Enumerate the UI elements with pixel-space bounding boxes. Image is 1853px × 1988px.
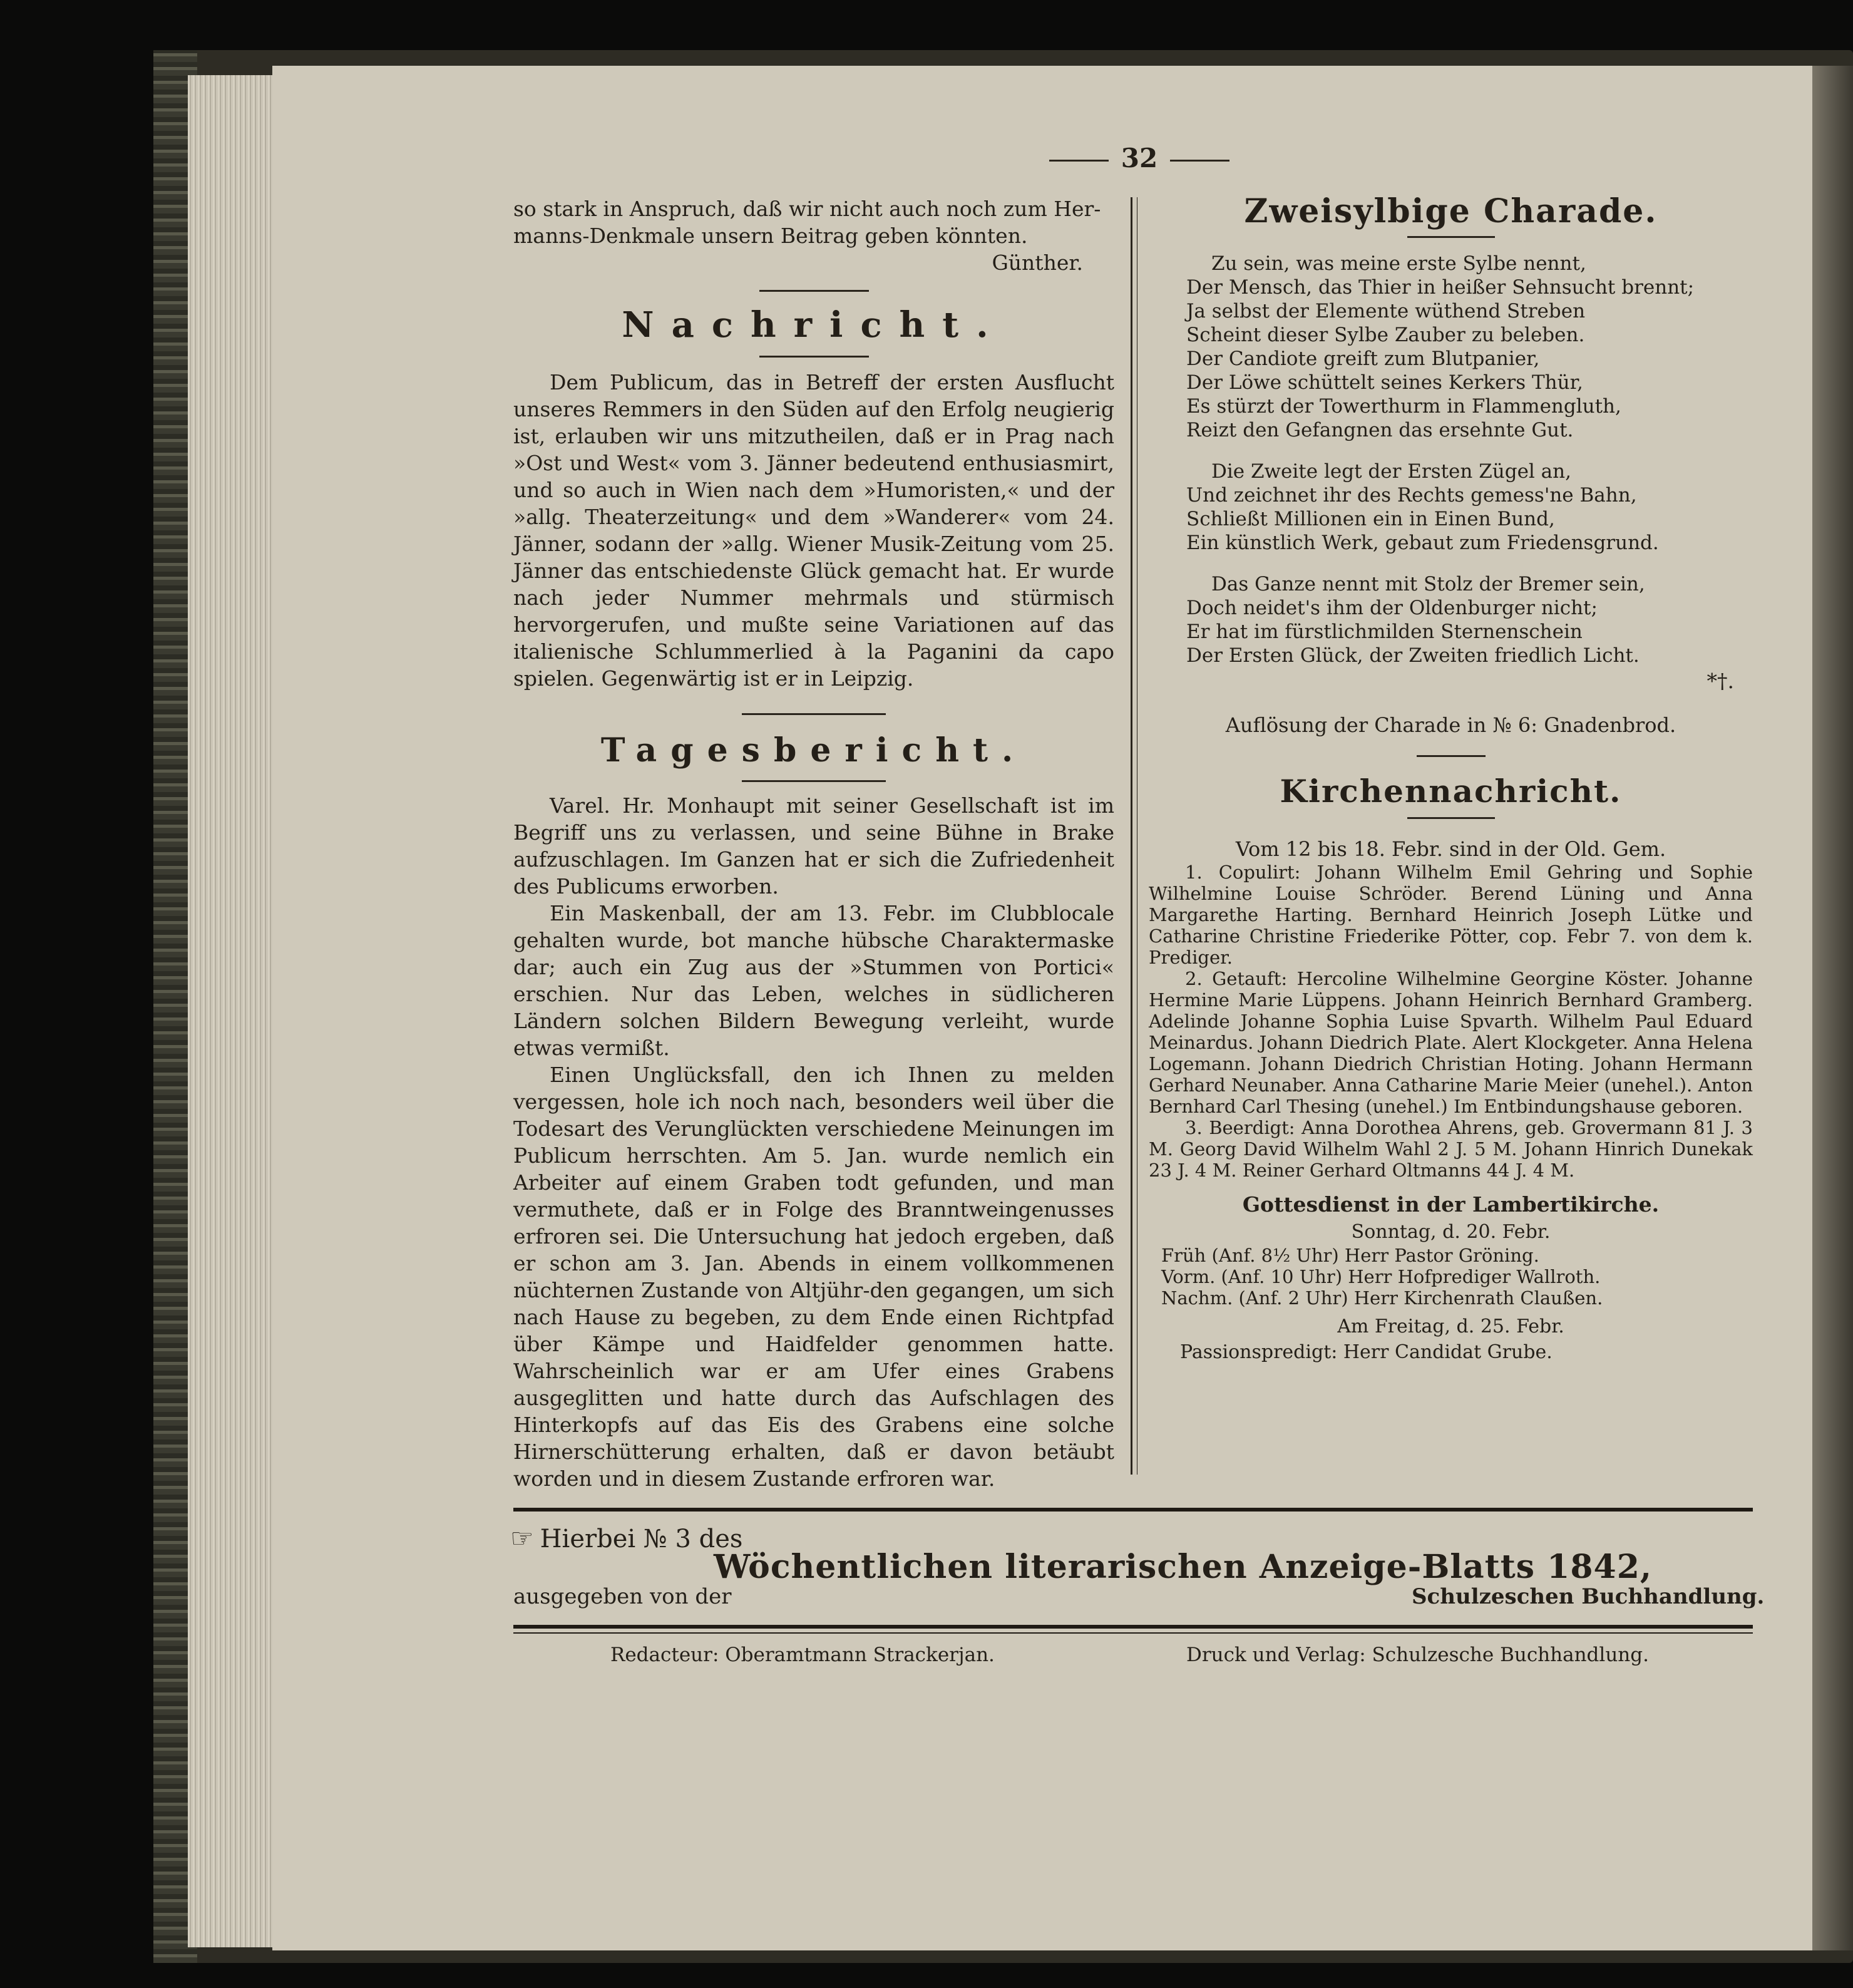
charade-solution: Auflösung der Charade in № 6: Gnadenbrod. — [1225, 713, 1676, 737]
poem-line: Der Ersten Glück, der Zweiten friedlich Licht. — [1186, 644, 1640, 667]
nachricht-heading: Nachricht. — [622, 304, 1006, 346]
footer-top-rule-thin — [513, 1632, 1753, 1634]
right-column — [1149, 191, 1753, 1365]
left-column — [513, 195, 1114, 1492]
kirchen-date-range: Vom 12 bis 18. Febr. sind in der Old. Gem. — [1235, 837, 1666, 861]
poem-line: Doch neidet's ihm der Oldenburger nicht; — [1186, 597, 1598, 619]
poem-line: Das Ganze nennt mit Stolz der Bremer sein, — [1211, 573, 1645, 595]
tagesbericht-paragraph: Einen Unglücksfall, den ich Ihnen zu melden vergessen, hole ich noch nach, besonders weil über die Todesart des Verunglückten verschiedene Meinungen im Publicum herrschten. Am 5. Jan. wurde nemlich ein Arbeiter auf einem Graben todt gefunden, und man vermuthete, daß er in Folge des Branntweingenusses erfroren sei. Die Untersuchung hat jedoch ergeben, daß er schon am 3. Jan. Abends in einem vollkommenen nüchternen Zustande von Altjühr-den gegangen, um sich nach Hause zu begeben, zu dem Ende einen Richtpfad über Kämpe und Haidfelder genommen hatte. Wahrscheinlich war er am Ufer eines Grabens ausgeglitten und hatte durch das Aufschlagen des Hinterkopfs auf das Eis des Grabens eine solche Hirnerschütterung erhalten, daß er davon betäubt worden und in diesem Zustande erfroren war. — [513, 1063, 1114, 1491]
supplement-issued-by: ausgegeben von der — [513, 1584, 732, 1609]
poem-line: Es stürzt der Towerthurm in Flammengluth, — [1186, 395, 1621, 418]
charade-stanza-3 — [1149, 572, 1753, 667]
tagesbericht-paragraph: Ein Maskenball, der am 13. Febr. im Clubblocale gehalten wurde, bot manche hübsche Charaktermaske dar; auch ein Zug aus der »Stummen von Portici« erschien. Nur das Leben, welches in südlicheren Ländern solchen Bildern Bewegung verleiht, wurde etwas vermißt. — [513, 901, 1114, 1060]
tagesbericht-heading: Tagesbericht. — [600, 731, 1027, 770]
page-number: 32 — [1020, 143, 1258, 173]
service-line: Vorm. (Anf. 10 Uhr) Herr Hofprediger Wallroth. — [1161, 1266, 1601, 1287]
poem-line: Der Mensch, das Thier in heißer Sehnsucht brennt; — [1186, 276, 1695, 299]
supplement-publisher: Schulzeschen Buchhandlung. — [1412, 1584, 1765, 1609]
signature: Günther. — [992, 250, 1083, 275]
service-line: Früh (Anf. 8½ Uhr) Herr Pastor Gröning. — [1161, 1245, 1539, 1266]
kirchen-getauft: 2. Getauft: Hercoline Wilhelmine Georgine Köster. Johanne Hermine Marie Lüppens. Johann Heinrich Bernhard Gramberg. Adelinde Johanne Sophia Luise Spvarth. Wilhelm Paul Eduard Meinardus. Johann Diedrich Plate. Alert Klockgeter. Anna Helena Logemann. Johann Diedrich Christian Hoting. Johann Hermann Gerhard Neunaber. Anna Catharine Marie Meier (unehel.). Anton Bernhard Carl Thesing (unehel.) Im Entbindungshause geboren. — [1149, 968, 1753, 1117]
service-line: Nachm. (Anf. 2 Uhr) Herr Kirchenrath Claußen. — [1161, 1287, 1603, 1309]
printer-line: Druck und Verlag: Schulzesche Buchhandlung. — [1186, 1644, 1649, 1666]
kirchen-heading: Kirchennachricht. — [1280, 773, 1622, 810]
book-gutter — [1812, 66, 1853, 1950]
kirchen-beerdigt: 3. Beerdigt: Anna Dorothea Ahrens, geb. Grovermann 81 J. 3 M. Georg David Wilhelm Wahl 2 J. 5 M. Johann Hinrich Dunekak 23 J. 4 M. Reiner Gerhard Oltmanns 44 J. 4 M. — [1149, 1117, 1753, 1181]
poem-line: Scheint dieser Sylbe Zauber zu beleben. — [1186, 324, 1585, 346]
kirchen-copulirt: 1. Copulirt: Johann Wilhelm Emil Gehring und Sophie Wilhelmine Louise Schröder. Berend Lüning und Anna Margarethe Harting. Bernhard Heinrich Joseph Lütke und Catharine Christine Friederike Pötter, cop. Febr 7. von dem k. Prediger. — [1149, 862, 1753, 968]
gottesdienst-friday: Am Freitag, d. 25. Febr. — [1337, 1316, 1564, 1337]
pointing-hand-icon: ☞ — [510, 1523, 534, 1553]
charade-stanza-1 — [1149, 252, 1753, 442]
poem-line: Der Candiote greift zum Blutpanier, — [1186, 348, 1540, 370]
poem-line: Er hat im fürstlichmilden Sternenschein — [1186, 621, 1583, 643]
gottesdienst-services — [1149, 1245, 1753, 1309]
intro-line: manns-Denkmale unsern Beitrag geben könnten. — [513, 224, 1028, 248]
tagesbericht-paragraph: Varel. Hr. Monhaupt mit seiner Gesellschaft ist im Begriff uns zu verlassen, und seine Bühne in Brake aufzuschlagen. Im Ganzen hat er sich die Zufriedenheit des Publicums erworben. — [513, 793, 1114, 899]
supplement-title: Wöchentlichen literarischen Anzeige-Blatts 1842, — [714, 1548, 1652, 1586]
charade-heading: Zweisylbige Charade. — [1244, 192, 1658, 230]
footer-top-rule — [513, 1625, 1753, 1629]
poem-line: Schließt Millionen ein in Einen Bund, — [1186, 508, 1555, 530]
poem-line: Die Zweite legt der Ersten Zügel an, — [1211, 460, 1571, 483]
supplement-top-rule — [513, 1508, 1753, 1512]
charade-signature: *†. — [1707, 669, 1734, 693]
gottesdienst-heading: Gottesdienst in der Lambertikirche. — [1242, 1192, 1660, 1217]
poem-line: Ja selbst der Elemente wüthend Streben — [1186, 300, 1586, 322]
gottesdienst-sunday: Sonntag, d. 20. Febr. — [1351, 1221, 1551, 1243]
poem-line: Ein künstlich Werk, gebaut zum Friedensgrund. — [1186, 532, 1659, 554]
page-edges — [188, 75, 275, 1947]
editor-line: Redacteur: Oberamtmann Strackerjan. — [610, 1644, 995, 1666]
intro-line: so stark in Anspruch, daß wir nicht auch noch zum Her- — [513, 197, 1101, 221]
poem-line: Reizt den Gefangnen das ersehnte Gut. — [1186, 419, 1574, 441]
supplement-line: ☞ Hierbei № 3 des — [510, 1523, 743, 1553]
nachricht-text: Dem Publicum, das in Betreff der ersten Ausflucht unseres Remmers in den Süden auf den Erfolg neugierig ist, erlauben wir uns mitzutheilen, daß er in Prag nach »Ost und West« vom 3. Jänner bedeutend enthusiasmirt, und so auch in Wien nach dem »Humoristen,« und der »allg. Theaterzeitung« und dem »Wanderer« vom 24. Jänner, sodann der »allg. Wiener Musik-Zeitung vom 25. Jänner das entschiedenste Glück gemacht hat. Er wurde nach jeder Nummer mehrmals und stürmisch hervorgerufen, und mußte seine Variationen auf das italienische Schlummerlied à la Paganini da capo spielen. Gegenwärtig ist er in Leipzig. — [513, 370, 1114, 691]
gottesdienst-passion: Passionspredigt: Herr Candidat Grube. — [1180, 1341, 1553, 1363]
poem-line: Und zeichnet ihr des Rechts gemess'ne Bahn, — [1186, 484, 1637, 507]
poem-line: Zu sein, was meine erste Sylbe nennt, — [1211, 252, 1586, 275]
poem-line: Der Löwe schüttelt seines Kerkers Thür, — [1186, 371, 1583, 394]
column-divider — [1131, 197, 1132, 1475]
charade-stanza-2 — [1149, 460, 1753, 555]
